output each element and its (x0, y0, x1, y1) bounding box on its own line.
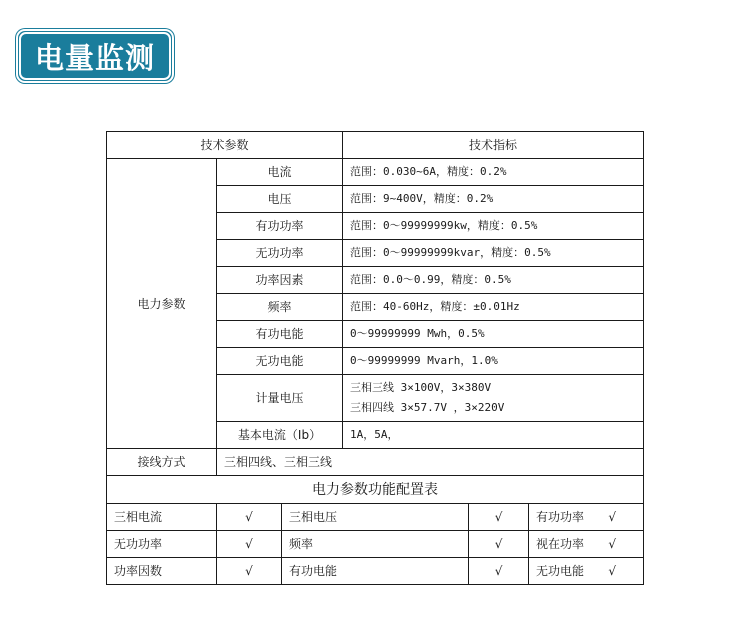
param-value (343, 375, 644, 422)
param-name: 有功电能 (217, 321, 343, 348)
config-title-row (107, 476, 644, 504)
wiring-value: 三相四线、三相三线 (217, 449, 644, 476)
wiring-row (107, 449, 644, 476)
header-param: 技术参数 (107, 132, 343, 159)
config-check-mark: √ (608, 564, 617, 578)
param-name: 电压 (217, 186, 343, 213)
param-value: 范围：9~400V，精度：0.2% (343, 186, 644, 213)
param-value: 1A，5A， (343, 422, 644, 449)
section-title: 电量监测 (34, 40, 155, 75)
param-value: 范围：0～99999999kvar，精度：0.5% (343, 240, 644, 267)
config-check-mark: √ (469, 558, 529, 585)
config-check-mark: √ (217, 531, 282, 558)
config-check-mark: √ (469, 531, 529, 558)
group-label: 电力参数 (107, 159, 217, 449)
param-name: 计量电压 (217, 375, 343, 422)
param-value: 范围：0～99999999kw，精度：0.5% (343, 213, 644, 240)
config-row (107, 531, 644, 558)
spec-row (107, 159, 644, 186)
config-item-name: 有功电能 (282, 558, 469, 585)
config-item-name: 功率因数 (107, 558, 217, 585)
param-value: 范围：0.030~6A，精度：0.2% (343, 159, 644, 186)
config-row (107, 558, 644, 585)
section-title-badge (16, 29, 174, 83)
param-name: 无功功率 (217, 240, 343, 267)
param-value: 范围：40-60Hz，精度：±0.01Hz (343, 294, 644, 321)
config-item-name: 视在功率 (536, 537, 585, 551)
config-item-name: 无功功率 (107, 531, 217, 558)
param-name: 电流 (217, 159, 343, 186)
param-value: 0～99999999 Mvarh，1.0% (343, 348, 644, 375)
config-title: 电力参数功能配置表 (107, 476, 644, 504)
config-item-name: 频率 (282, 531, 469, 558)
config-item-name: 三相电压 (282, 504, 469, 531)
param-value: 0～99999999 Mwh，0.5% (343, 321, 644, 348)
param-name: 频率 (217, 294, 343, 321)
param-name: 无功电能 (217, 348, 343, 375)
config-item-cell (529, 558, 644, 585)
config-item-cell (529, 531, 644, 558)
wiring-label: 接线方式 (107, 449, 217, 476)
config-check-mark: √ (608, 510, 617, 524)
param-value-line: 三相三线 3×100V，3×380V (350, 381, 492, 394)
config-item-name: 无功电能 (536, 564, 585, 578)
param-name: 功率因素 (217, 267, 343, 294)
param-value-line: 三相四线 3×57.7V ，3×220V (350, 401, 505, 414)
header-index: 技术指标 (343, 132, 644, 159)
spec-header-row (107, 132, 644, 159)
config-item-name: 有功功率 (536, 510, 585, 524)
config-item-cell (529, 504, 644, 531)
param-name: 有功功率 (217, 213, 343, 240)
config-check-mark: √ (217, 558, 282, 585)
spec-table (106, 131, 644, 585)
config-item-name: 三相电流 (107, 504, 217, 531)
config-check-mark: √ (469, 504, 529, 531)
config-check-mark: √ (217, 504, 282, 531)
config-row (107, 504, 644, 531)
section-title-frame (19, 32, 171, 80)
config-check-mark: √ (608, 537, 617, 551)
param-name: 基本电流（Ib） (217, 422, 343, 449)
param-value: 范围：0.0～0.99，精度：0.5% (343, 267, 644, 294)
